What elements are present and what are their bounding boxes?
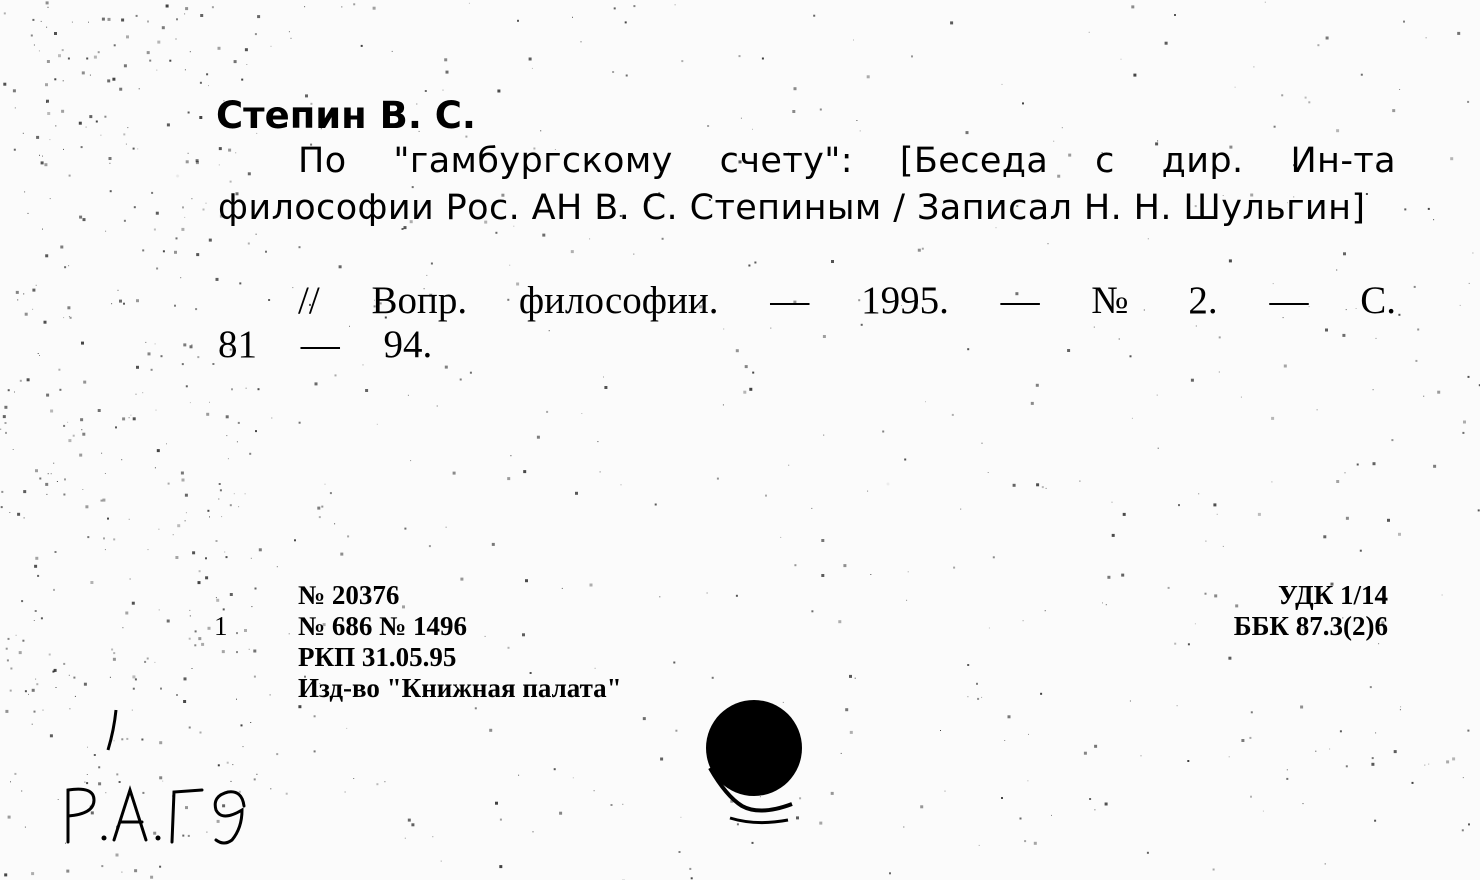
hole-tear-mark xyxy=(696,760,806,830)
classification-block xyxy=(1170,580,1388,642)
card-title: По "гамбургскому счету": [Беседа с дир. Ин-та философии Рос. АН В. С. Степиным / Записал Н. Н. Шульгин] xyxy=(218,141,1396,228)
registry-block xyxy=(298,580,622,704)
registry-line: РКП 31.05.95 xyxy=(298,642,457,672)
handwritten-shelfmark xyxy=(60,776,260,846)
registry-line: № 20376 xyxy=(298,580,400,610)
card-source: // Вопр. философии. — 1995. — № 2. — С. 81 — 94. xyxy=(218,279,1396,366)
bbk-code: ББК 87.3(2)6 xyxy=(1233,611,1388,641)
copy-number: 1 xyxy=(214,611,228,641)
registry-line: Изд-во "Книжная палата" xyxy=(298,673,622,703)
registry-line: № 686 № 1496 xyxy=(298,611,468,641)
udk-code: УДК 1/14 xyxy=(1278,580,1388,610)
stray-pen-stroke xyxy=(96,706,126,756)
card-author: Степин В. С. xyxy=(216,94,476,137)
